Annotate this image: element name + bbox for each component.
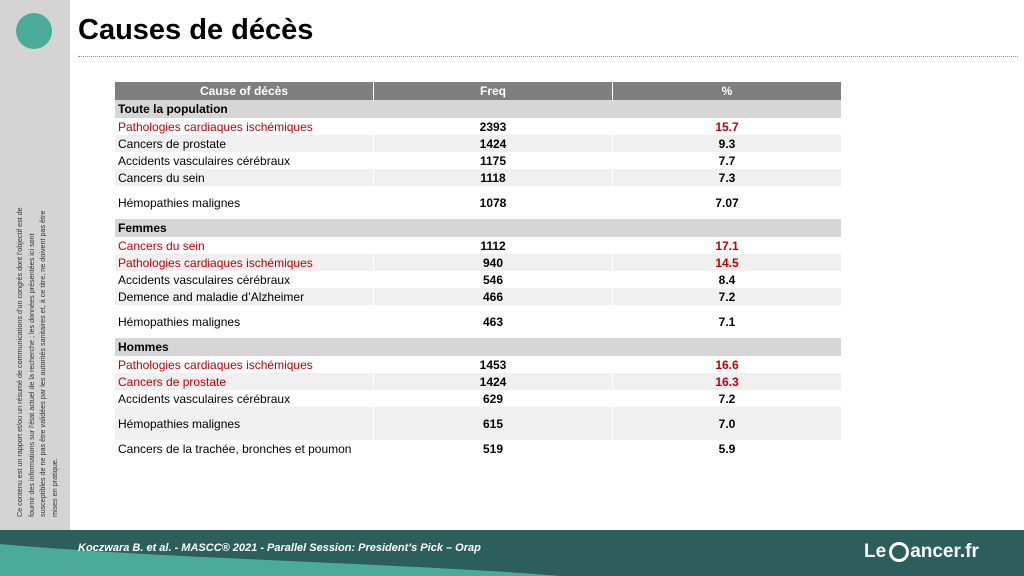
pct-cell: 7.07: [613, 186, 842, 219]
section-row-femmes: [115, 219, 841, 237]
cause-cell: Hémopathies malignes: [115, 305, 374, 338]
table-row: [115, 356, 841, 373]
footer-citation: Koczwara B. et al. - MASCC® 2021 - Parallel Session: President’s Pick – Orap: [78, 542, 481, 554]
section-label: Femmes: [115, 219, 841, 237]
pct-cell: 16.6: [613, 356, 842, 373]
brand-logo: [864, 540, 979, 564]
cause-cell: Cancers de prostate: [115, 373, 374, 390]
page-title: Causes de décès: [78, 14, 314, 46]
brand-prefix: Le: [864, 541, 887, 562]
column-header-freq: Freq: [374, 82, 613, 100]
column-header-cause: Cause of décès: [115, 82, 374, 100]
freq-cell: 629: [374, 390, 613, 407]
cause-cell: Cancers du sein: [115, 237, 374, 254]
section-label: Hommes: [115, 338, 841, 356]
freq-cell: 940: [374, 254, 613, 271]
table-row: [115, 169, 841, 186]
section-row-hommes: [115, 338, 841, 356]
logo-circle-icon: [16, 13, 52, 49]
disclaimer-text: Ce contenu est un rapport et/ou un résumé de communications d’un congrès dont l’objectif est de fournir des informations sur l’état actuel de la recherche ; les données présentées ici sont susceptibles de ne pas être validées par les autorités sanitaires et, à ce titre, ne doivent pas être mises en pratique.: [15, 207, 59, 517]
table-row: [115, 271, 841, 288]
cause-cell: Accidents vasculaires cérébraux: [115, 271, 374, 288]
cause-cell: Pathologies cardiaques ischémiques: [115, 254, 374, 271]
freq-cell: 466: [374, 288, 613, 305]
freq-cell: 1424: [374, 373, 613, 390]
freq-cell: 1112: [374, 237, 613, 254]
pct-cell: 7.3: [613, 169, 842, 186]
cause-cell: Cancers de prostate: [115, 135, 374, 152]
section-label: Toute la population: [115, 100, 841, 118]
freq-cell: 463: [374, 305, 613, 338]
table-row: [115, 373, 841, 390]
table-row: [115, 237, 841, 254]
cause-cell: Hémopathies malignes: [115, 407, 374, 440]
cause-cell: Demence and maladie d’Alzheimer: [115, 288, 374, 305]
table-row: [115, 118, 841, 135]
table-row: [115, 305, 841, 338]
table-row: [115, 390, 841, 407]
freq-cell: 546: [374, 271, 613, 288]
freq-cell: 519: [374, 440, 613, 457]
freq-cell: 1175: [374, 152, 613, 169]
cause-cell: Hémopathies malignes: [115, 186, 374, 219]
table-row: [115, 186, 841, 219]
freq-cell: 1118: [374, 169, 613, 186]
cause-cell: Pathologies cardiaques ischémiques: [115, 356, 374, 373]
pct-cell: 7.1: [613, 305, 842, 338]
pct-cell: 9.3: [613, 135, 842, 152]
freq-cell: 1078: [374, 186, 613, 219]
table-row: [115, 152, 841, 169]
pct-cell: 15.7: [613, 118, 842, 135]
title-divider: [78, 56, 1018, 57]
causes-table: [115, 82, 841, 457]
table-header-row: [115, 82, 841, 100]
pct-cell: 7.2: [613, 390, 842, 407]
pct-cell: 7.0: [613, 407, 842, 440]
freq-cell: 615: [374, 407, 613, 440]
pct-cell: 7.7: [613, 152, 842, 169]
section-row-population: [115, 100, 841, 118]
freq-cell: 2393: [374, 118, 613, 135]
table-row: [115, 288, 841, 305]
table-row: [115, 440, 841, 457]
brand-c-icon: [889, 542, 909, 562]
cause-cell: Cancers du sein: [115, 169, 374, 186]
table-row: [115, 254, 841, 271]
table-row: [115, 407, 841, 440]
cause-cell: Cancers de la trachée, bronches et poumon: [115, 440, 374, 457]
column-header-pct: %: [613, 82, 842, 100]
pct-cell: 8.4: [613, 271, 842, 288]
cause-cell: Pathologies cardiaques ischémiques: [115, 118, 374, 135]
pct-cell: 14.5: [613, 254, 842, 271]
pct-cell: 17.1: [613, 237, 842, 254]
cause-cell: Accidents vasculaires cérébraux: [115, 152, 374, 169]
freq-cell: 1453: [374, 356, 613, 373]
pct-cell: 7.2: [613, 288, 842, 305]
brand-suffix: ancer.fr: [910, 541, 979, 562]
table-row: [115, 135, 841, 152]
freq-cell: 1424: [374, 135, 613, 152]
left-sidebar: [0, 0, 70, 530]
pct-cell: 16.3: [613, 373, 842, 390]
footer-bar: [0, 530, 1024, 576]
cause-cell: Accidents vasculaires cérébraux: [115, 390, 374, 407]
pct-cell: 5.9: [613, 440, 842, 457]
